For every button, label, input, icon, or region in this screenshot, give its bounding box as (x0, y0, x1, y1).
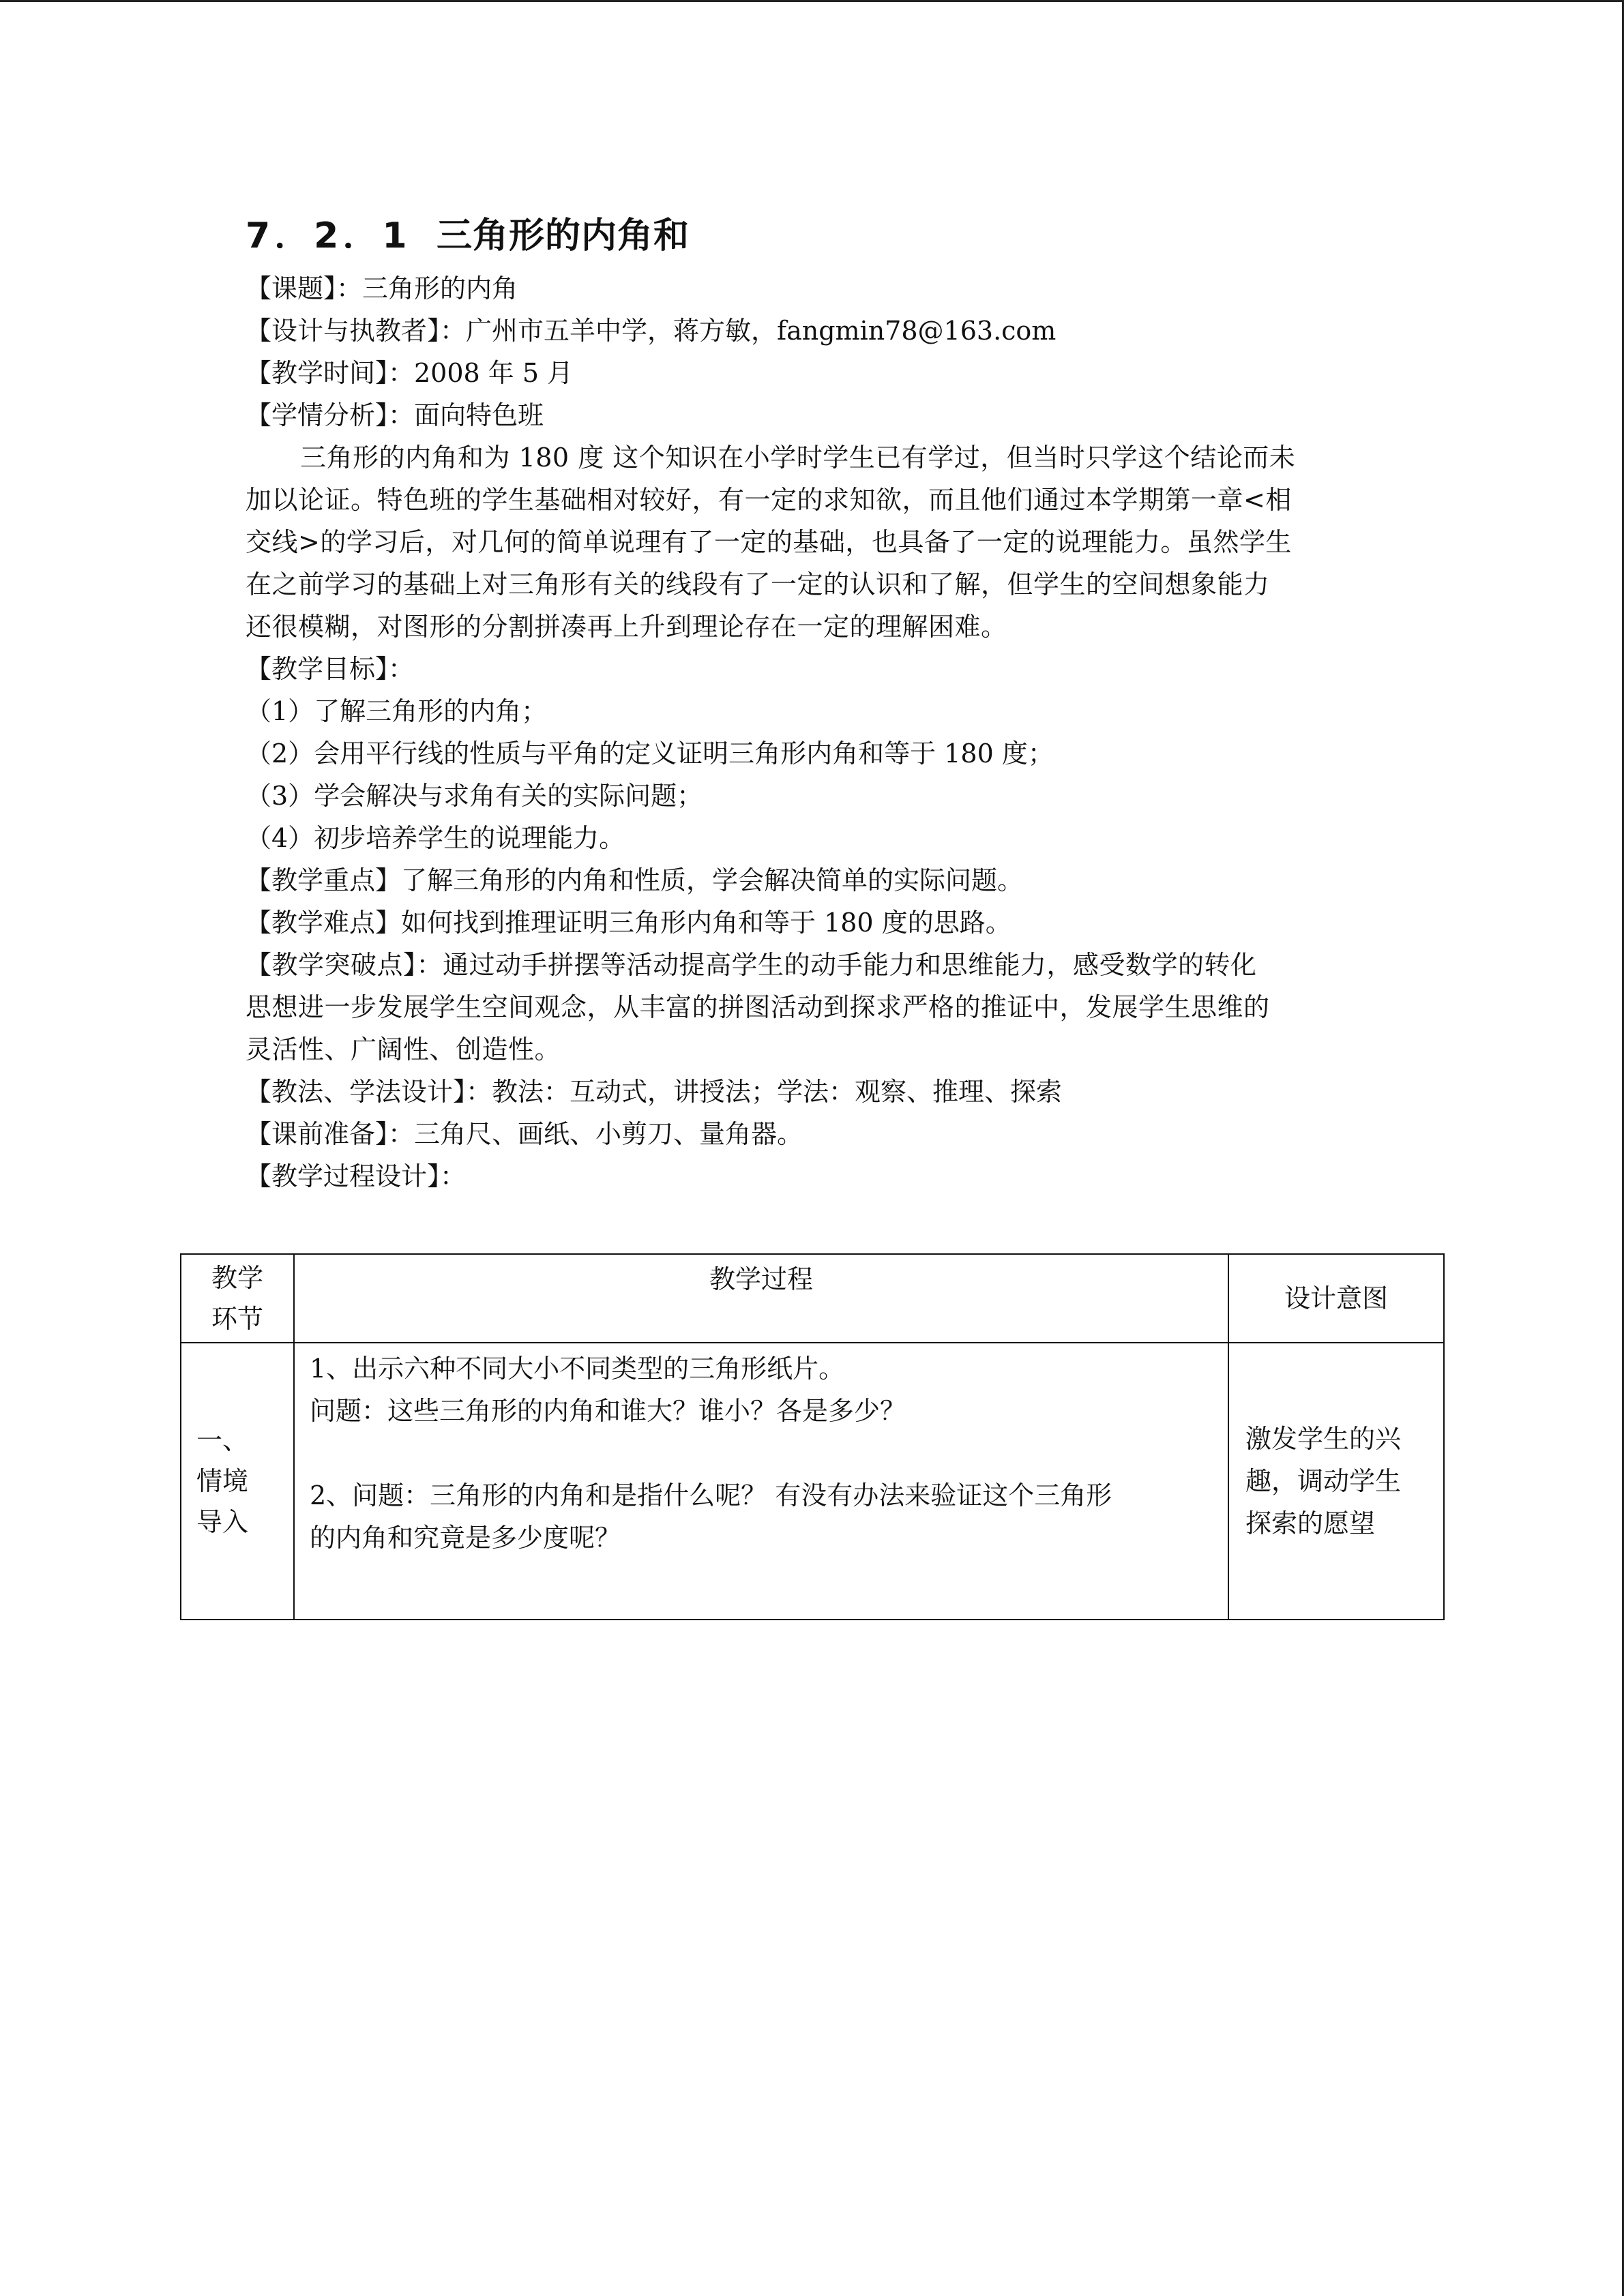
analysis-label: 【学情分析】：面向特色班 (246, 400, 544, 430)
header-stage-line: 教学 (211, 1263, 263, 1293)
analysis-line: 交线>的学习后，对几何的简单说理有了一定的基础，也具备了一定的说理能力。虽然学生 (246, 527, 1292, 557)
header-stage-line: 环节 (211, 1304, 263, 1334)
stage-line: 一、 (196, 1425, 249, 1455)
document-body (246, 205, 1391, 1197)
analysis-line: 加以论证。特色班的学生基础相对较好，有一定的求知欲，而且他们通过本学期第一章<相 (246, 485, 1292, 515)
section-number: 7．2．1 (246, 215, 411, 256)
stage-line: 情境 (196, 1466, 249, 1496)
goals-label: 【教学目标】： (246, 654, 415, 684)
goal-item: （1）了解三角形的内角； (246, 696, 548, 726)
analysis-line: 还很模糊，对图形的分割拼凑再上升到理论存在一定的理解困难。 (246, 612, 1007, 642)
breakthrough-paragraph (246, 944, 1391, 1071)
goal-item: （3）学会解决与求角有关的实际问题； (246, 781, 703, 811)
breakthrough-line: 【教学突破点】：通过动手拼摆等活动提高学生的动手能力和思维能力，感受数学的转化 (246, 950, 1257, 980)
stage-line: 导入 (196, 1507, 249, 1537)
process-cell (294, 1343, 1228, 1620)
intent-line: 趣，调动学生 (1245, 1466, 1402, 1496)
header-process: 教学过程 (294, 1254, 1228, 1343)
lesson-process-table (180, 1253, 1445, 1620)
process-label: 【教学过程设计】： (246, 1161, 467, 1191)
header-stage (181, 1254, 294, 1343)
analysis-line: 在之前学习的基础上对三角形有关的线段有了一定的认识和了解，但学生的空间想象能力 (246, 569, 1270, 599)
goal-item: （4）初步培养学生的说理能力。 (246, 823, 625, 853)
topic-line: 【课题】：三角形的内角 (246, 273, 518, 303)
table-header-row (181, 1254, 1444, 1343)
key-point-line: 【教学重点】了解三角形的内角和性质，学会解决简单的实际问题。 (246, 865, 1024, 895)
methods-line: 【教法、学法设计】：教法：互动式，讲授法；学法：观察、推理、探索 (246, 1077, 1063, 1107)
preparation-line: 【课前准备】：三角尺、画纸、小剪刀、量角器。 (246, 1119, 803, 1149)
intent-line: 激发学生的兴 (1245, 1424, 1402, 1454)
breakthrough-line: 灵活性、广阔性、创造性。 (246, 1034, 561, 1064)
process-line: 的内角和究竟是多少度呢？ (310, 1523, 621, 1553)
process-line: 2、问题：三角形的内角和是指什么呢？ 有没有办法来验证这个三角形 (310, 1480, 1112, 1510)
analysis-line: 三角形的内角和为 180 度 这个知识在小学时学生已有学过，但当时只学这个结论而未 (300, 443, 1296, 473)
goal-item: （2）会用平行线的性质与平角的定义证明三角形内角和等于 180 度； (246, 739, 1054, 769)
breakthrough-line: 思想进一步发展学生空间观念，从丰富的拼图活动到探求严格的推证中，发展学生思维的 (246, 992, 1270, 1022)
document-title (246, 205, 1391, 267)
designer-line: 【设计与执教者】：广州市五羊中学，蒋方敏，fangmin78@163.com (246, 316, 1057, 346)
process-line: 1、出示六种不同大小不同类型的三角形纸片。 (310, 1354, 845, 1384)
intent-cell (1228, 1343, 1444, 1620)
stage-cell (181, 1343, 294, 1620)
intent-line: 探索的愿望 (1245, 1508, 1376, 1538)
table-row (181, 1343, 1444, 1620)
difficulty-line: 【教学难点】如何找到推理证明三角形内角和等于 180 度的思路。 (246, 908, 1012, 938)
header-intent: 设计意图 (1228, 1254, 1444, 1343)
page-top-border (0, 0, 1624, 2)
time-line: 【教学时间】：2008 年 5 月 (246, 358, 574, 388)
analysis-paragraph (246, 436, 1391, 648)
process-line: 问题：这些三角形的内角和谁大？谁小？各是多少？ (310, 1396, 906, 1426)
process-gap (310, 1432, 1213, 1474)
title-text: 三角形的内角和 (437, 215, 690, 256)
